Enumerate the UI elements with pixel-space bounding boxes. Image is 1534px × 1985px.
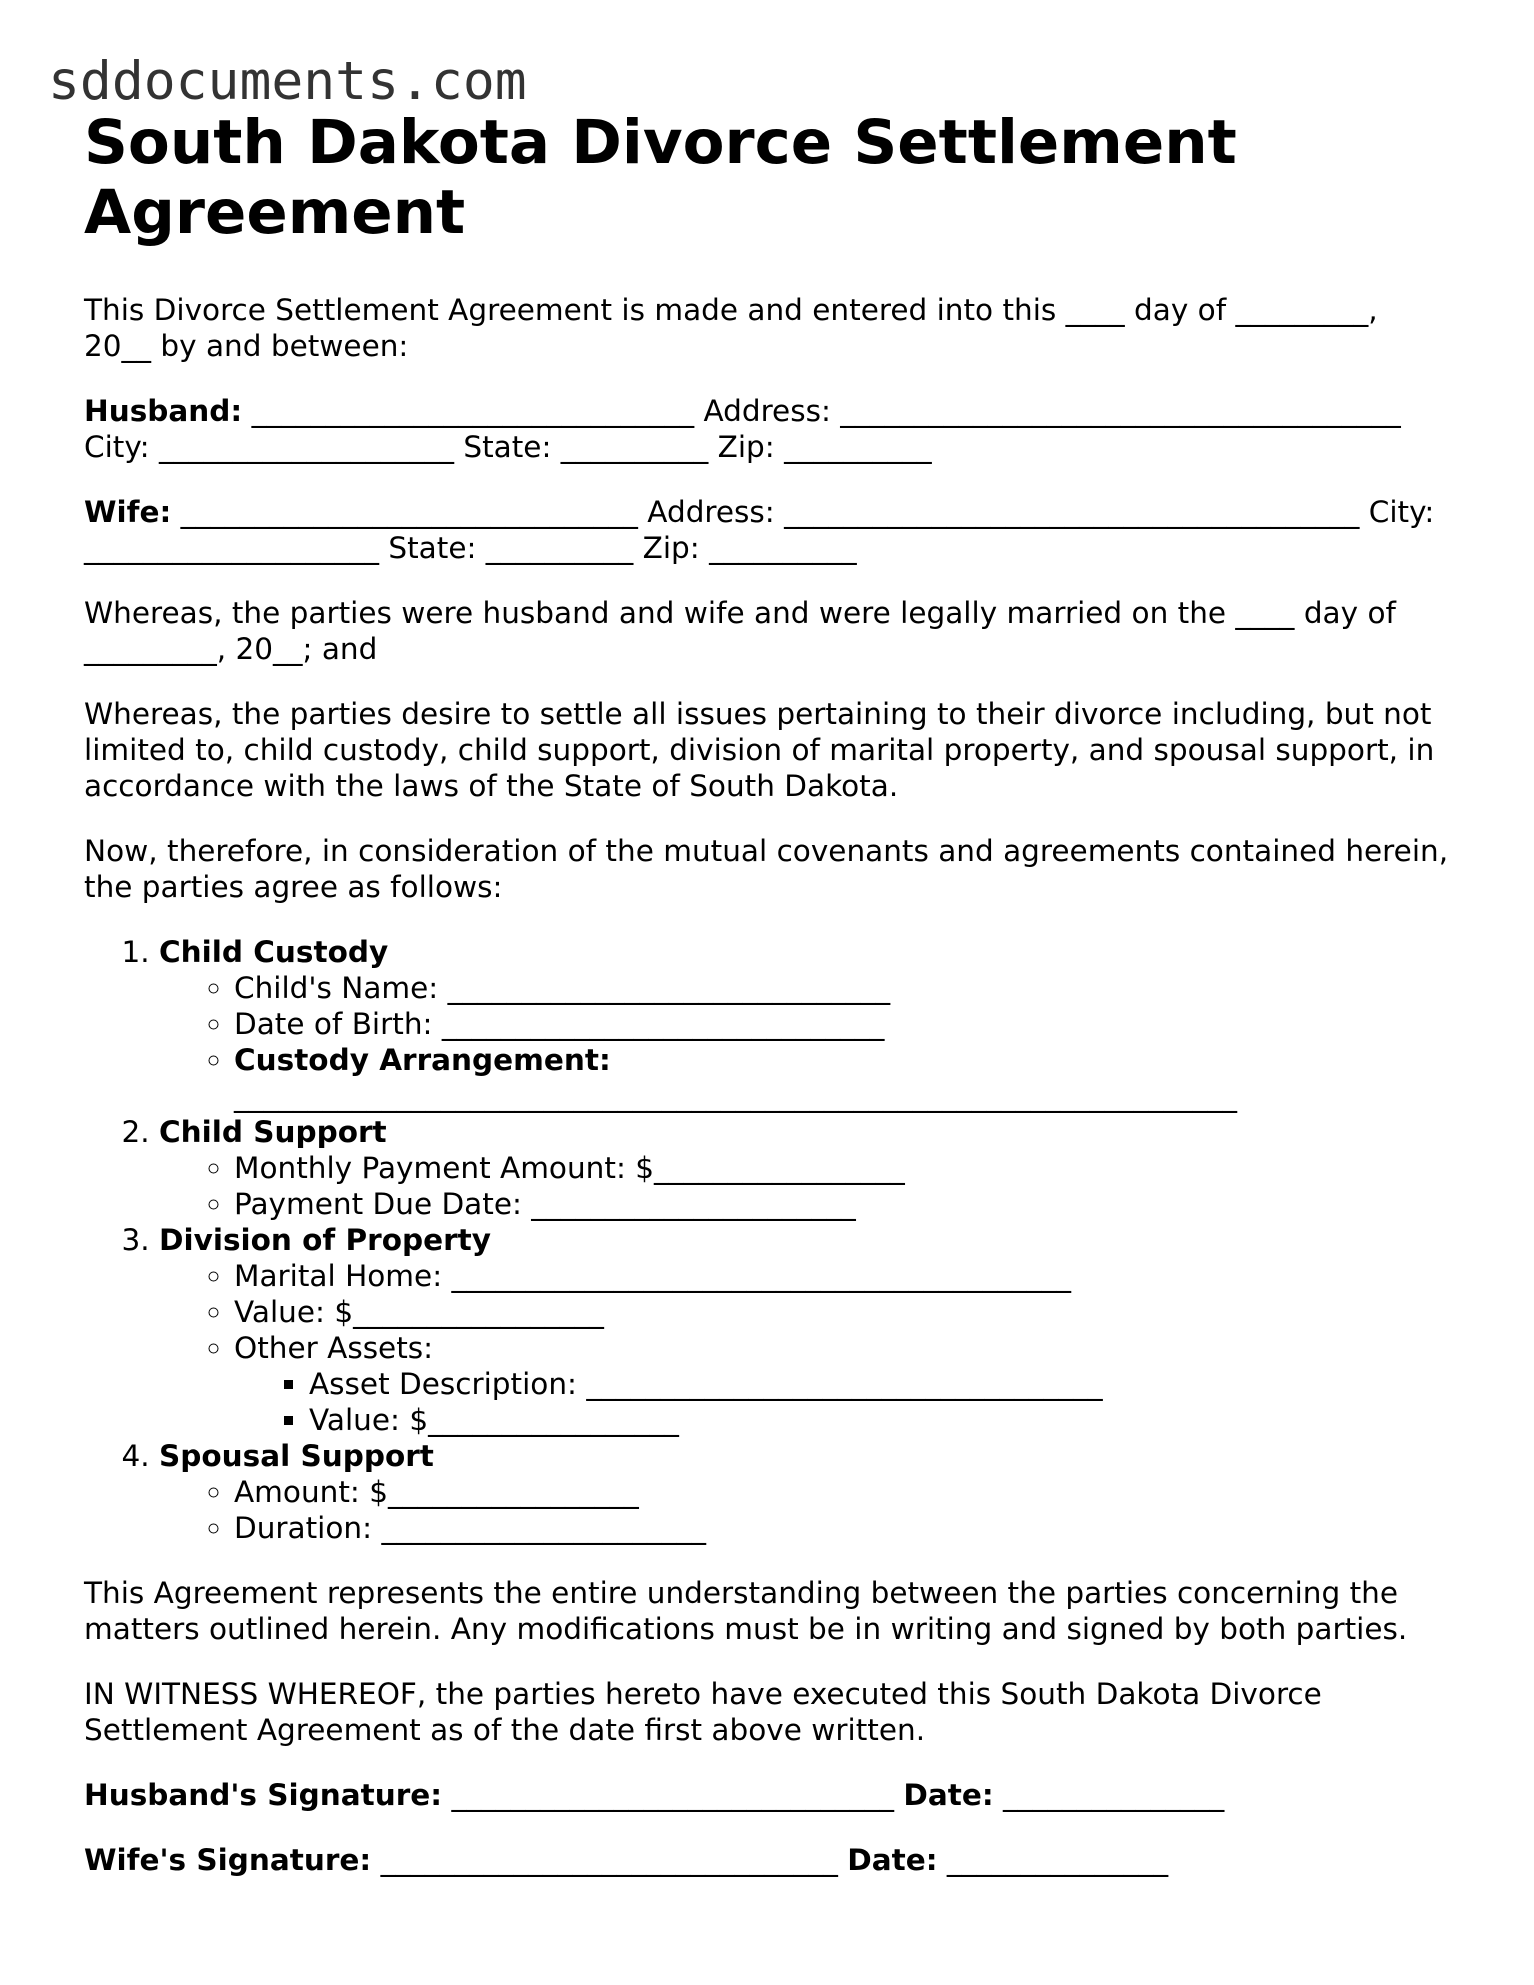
- husband-date-label: Date:: [903, 1778, 994, 1812]
- custody-arrangement-label: Custody Arrangement:: [234, 1043, 611, 1077]
- section-spousal-support: [159, 1438, 1454, 1546]
- other-assets-label: Other Assets:: [234, 1331, 434, 1365]
- witness-paragraph: IN WITNESS WHEREOF, the parties hereto have executed this South Dakota Divorce Settlement Agreement as of the date first above written.: [84, 1677, 1322, 1747]
- document-title: South Dakota Divorce Settlement Agreement: [84, 107, 1237, 248]
- asset-value-field: ▪ Value: $_________________: [309, 1402, 1454, 1438]
- wife-signature-label: Wife's Signature:: [84, 1843, 372, 1877]
- whereas-marriage: Whereas, the parties were husband and wife and were legally married on the ____ day of _________, 20__; and: [84, 596, 1396, 666]
- marital-home-field: ◦ Marital Home: __________________________________________: [234, 1258, 1454, 1294]
- husband-signature-line: [84, 1777, 1454, 1813]
- asset-description-field: ▪ Asset Description: ___________________________________: [309, 1366, 1454, 1402]
- husband-signature-label: Husband's Signature:: [84, 1778, 443, 1812]
- section-heading: Spousal Support: [159, 1439, 434, 1473]
- section-heading: Child Custody: [159, 935, 389, 969]
- site-watermark: sddocuments.com: [48, 51, 527, 112]
- husband-label: Husband:: [84, 394, 243, 428]
- child-dob-field: ◦ Date of Birth: ______________________________: [234, 1006, 1454, 1042]
- section-heading: Child Support: [159, 1115, 387, 1149]
- spousal-amount-field: ◦ Amount: $_________________: [234, 1474, 1454, 1510]
- now-therefore: Now, therefore, in consideration of the mutual covenants and agreements contained herein, the parties agree as follows:: [84, 834, 1449, 904]
- wife-fields: _______________________________ Address: _______________________________________ City: ____________________ State: __________ Zip: __________: [84, 495, 1435, 565]
- other-assets-item: [234, 1330, 1454, 1438]
- intro-paragraph: This Divorce Settlement Agreement is made and entered into this ____ day of _________, 20__ by and between:: [84, 293, 1378, 363]
- husband-signature-blank: ______________________________: [442, 1778, 904, 1812]
- monthly-payment-field: ◦ Monthly Payment Amount: $_________________: [234, 1150, 1454, 1186]
- home-value-field: ◦ Value: $_________________: [234, 1294, 1454, 1330]
- custody-arrangement-field: [234, 1042, 1454, 1114]
- whereas-settle: Whereas, the parties desire to settle all issues pertaining to their divorce including, but not limited to, child custody, child support, division of marital property, and spousal support, in accordance with the laws of the State of South Dakota.: [84, 697, 1435, 803]
- section-division-of-property: [159, 1222, 1454, 1438]
- wife-signature-blank: _______________________________: [371, 1843, 848, 1877]
- child-name-field: ◦ Child's Name: ______________________________: [234, 970, 1454, 1006]
- wife-info: [84, 494, 1454, 566]
- husband-date-blank: _______________: [993, 1778, 1225, 1812]
- husband-fields: ______________________________ Address: ______________________________________ City: ____________________ State: __________ Zip: __________: [84, 394, 1401, 464]
- wife-date-blank: _______________: [937, 1843, 1169, 1877]
- wife-date-label: Date:: [847, 1843, 938, 1877]
- document-page: [84, 108, 1454, 1907]
- wife-signature-line: [84, 1842, 1454, 1878]
- section-heading: Division of Property: [159, 1223, 491, 1257]
- section-child-support: [159, 1114, 1454, 1222]
- wife-label: Wife:: [84, 495, 172, 529]
- entire-agreement-paragraph: This Agreement represents the entire understanding between the parties concerning the matters outlined herein. Any modifications must be in writing and signed by both parties.: [84, 1576, 1408, 1646]
- agreement-sections: [84, 934, 1454, 1546]
- spousal-duration-field: ◦ Duration: ______________________: [234, 1510, 1454, 1546]
- custody-arrangement-line: ____________________________________________________________________: [234, 1079, 1237, 1113]
- payment-due-date-field: ◦ Payment Due Date: ______________________: [234, 1186, 1454, 1222]
- husband-info: [84, 393, 1454, 465]
- section-child-custody: [159, 934, 1454, 1114]
